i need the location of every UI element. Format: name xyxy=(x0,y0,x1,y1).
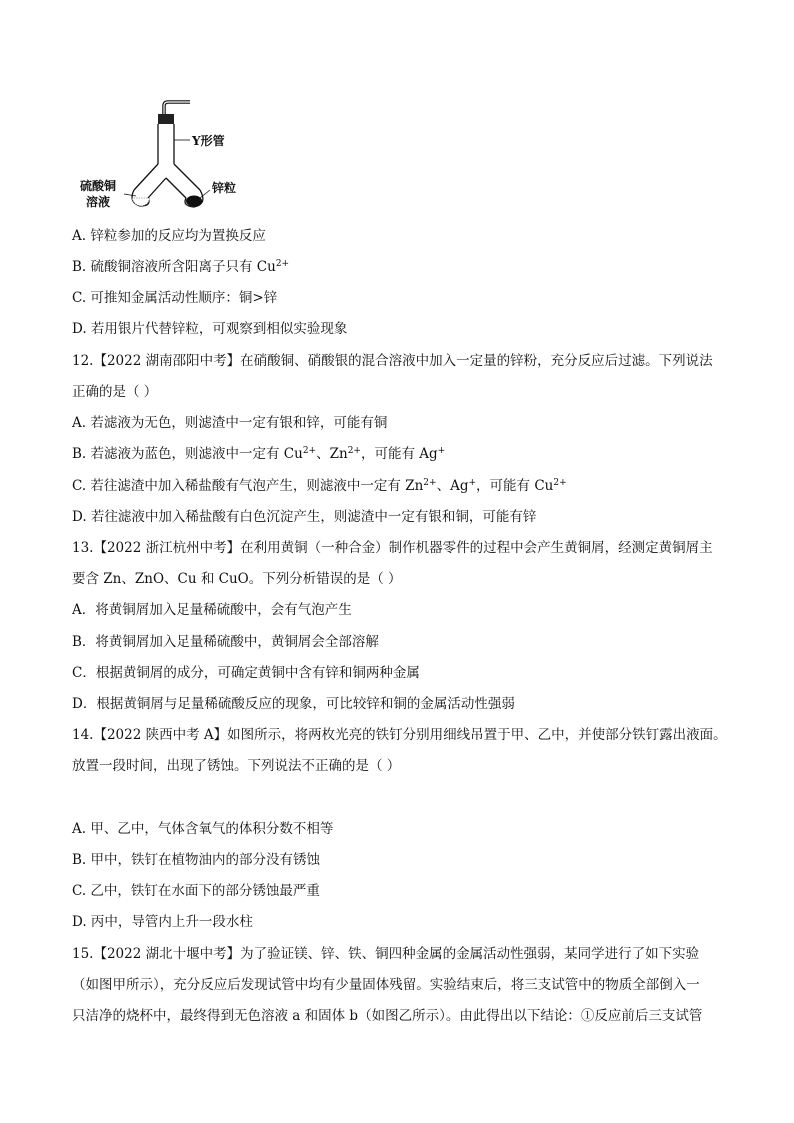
label-copper-sulfate-2: 溶液 xyxy=(86,195,111,209)
label-zinc: 锌粒 xyxy=(212,181,237,195)
q12-c-sup-1: 2+ xyxy=(423,478,437,488)
label-y-tube: Y形管 xyxy=(192,134,225,148)
q13-option-b: B．将黄铜屑加入足量稀硫酸中，黄铜屑会全部溶解 xyxy=(72,634,379,650)
y-tube-figure xyxy=(72,98,262,218)
q12-stem-2: 正确的是（ ） xyxy=(72,384,158,400)
q12-option-d: D. 若往滤液中加入稀盐酸有白色沉淀产生，则滤渣中一定有银和铜，可能有锌 xyxy=(72,509,537,525)
q11-option-c: C. 可推知金属活动性顺序：铜>锌 xyxy=(72,290,278,306)
q14-stem-1: 14.【2022 陕西中考 A】如图所示，将两枚光亮的铁钉分别用细线吊置于甲、乙中，并使部分铁钉露出液面。 xyxy=(72,727,727,743)
q14-stem-2: 放置一段时间，出现了锈蚀。下列说法不正确的是（ ） xyxy=(72,758,401,774)
q12-b-sup-3: + xyxy=(437,446,446,456)
q15-stem-1: 15.【2022 湖北十堰中考】为了验证镁、锌、铁、铜四种金属的金属活动性强弱，某同学进行了如下实验 xyxy=(72,946,700,962)
q12-c-sup-2: + xyxy=(468,478,477,488)
q13-option-a: A．将黄铜屑加入足量稀硫酸中，会有气泡产生 xyxy=(72,602,352,618)
q14-option-b: B. 甲中，铁钉在植物油内的部分没有锈蚀 xyxy=(72,852,321,868)
q12-b-sup-1: 2+ xyxy=(302,446,317,456)
q12-option-b xyxy=(72,445,445,465)
q12-b-text-2: 、Zn xyxy=(316,446,348,462)
q12-c-text-3: ，可能有 Cu xyxy=(476,478,554,494)
q12-c-text-1: C. 若往滤渣中加入稀盐酸有气泡产生，则滤液中一定有 Zn xyxy=(72,478,424,494)
q12-b-text-1: B. 若滤液为蓝色，则滤液中一定有 Cu xyxy=(72,446,303,462)
q11-option-b-text: B. 硫酸铜溶液所含阳离子只有 Cu xyxy=(72,259,276,275)
q14-option-d: D. 丙中，导管内上升一段水柱 xyxy=(72,914,253,930)
q15-stem-2: （如图甲所示），充分反应后发现试管中均有少量固体残留。实验结束后，将三支试管中的物质全部倒入一 xyxy=(72,977,700,993)
q15-stem-3: 只洁净的烧杯中，最终得到无色溶液 a 和固体 b（如图乙所示）。由此得出以下结论：①反应前后三支试管 xyxy=(72,1008,703,1024)
q14-option-a: A. 甲、乙中，气体含氧气的体积分数不相等 xyxy=(72,821,334,837)
q11-option-b xyxy=(72,258,289,278)
q12-c-text-2: 、Ag xyxy=(436,478,469,494)
q13-option-c: C．根据黄铜屑的成分，可确定黄铜中含有锌和铜两种金属 xyxy=(72,665,420,681)
q13-stem-1: 13.【2022 浙江杭州中考】在利用黄铜（一种合金）制作机器零件的过程中会产生黄铜屑，经测定黄铜屑主 xyxy=(72,540,713,556)
q12-b-text-3: ，可能有 Ag xyxy=(360,446,438,462)
q12-c-sup-3: 2+ xyxy=(553,478,567,488)
q12-option-c xyxy=(72,477,567,497)
q11-option-b-sup: 2+ xyxy=(275,259,290,269)
q11-option-a: A. 锌粒参加的反应均为置换反应 xyxy=(72,228,266,244)
q11-option-d: D. 若用银片代替锌粒，可观察到相似实验现象 xyxy=(72,321,348,337)
label-copper-sulfate-1: 硫酸铜 xyxy=(80,179,117,193)
q14-option-c: C. 乙中，铁钉在水面下的部分锈蚀最严重 xyxy=(72,883,320,899)
q12-stem-1: 12.【2022 湖南邵阳中考】在硝酸铜、硝酸银的混合溶液中加入一定量的锌粉，充分反应后过滤。下列说法 xyxy=(72,353,713,369)
q12-option-a: A. 若滤液为无色，则滤渣中一定有银和锌，可能有铜 xyxy=(72,415,388,431)
q13-option-d: D．根据黄铜屑与足量稀硫酸反应的现象，可比较锌和铜的金属活动性强弱 xyxy=(72,696,515,712)
q12-b-sup-2: 2+ xyxy=(347,446,361,456)
q13-stem-2: 要含 Zn、ZnO、Cu 和 CuO。下列分析错误的是（ ） xyxy=(72,571,402,587)
